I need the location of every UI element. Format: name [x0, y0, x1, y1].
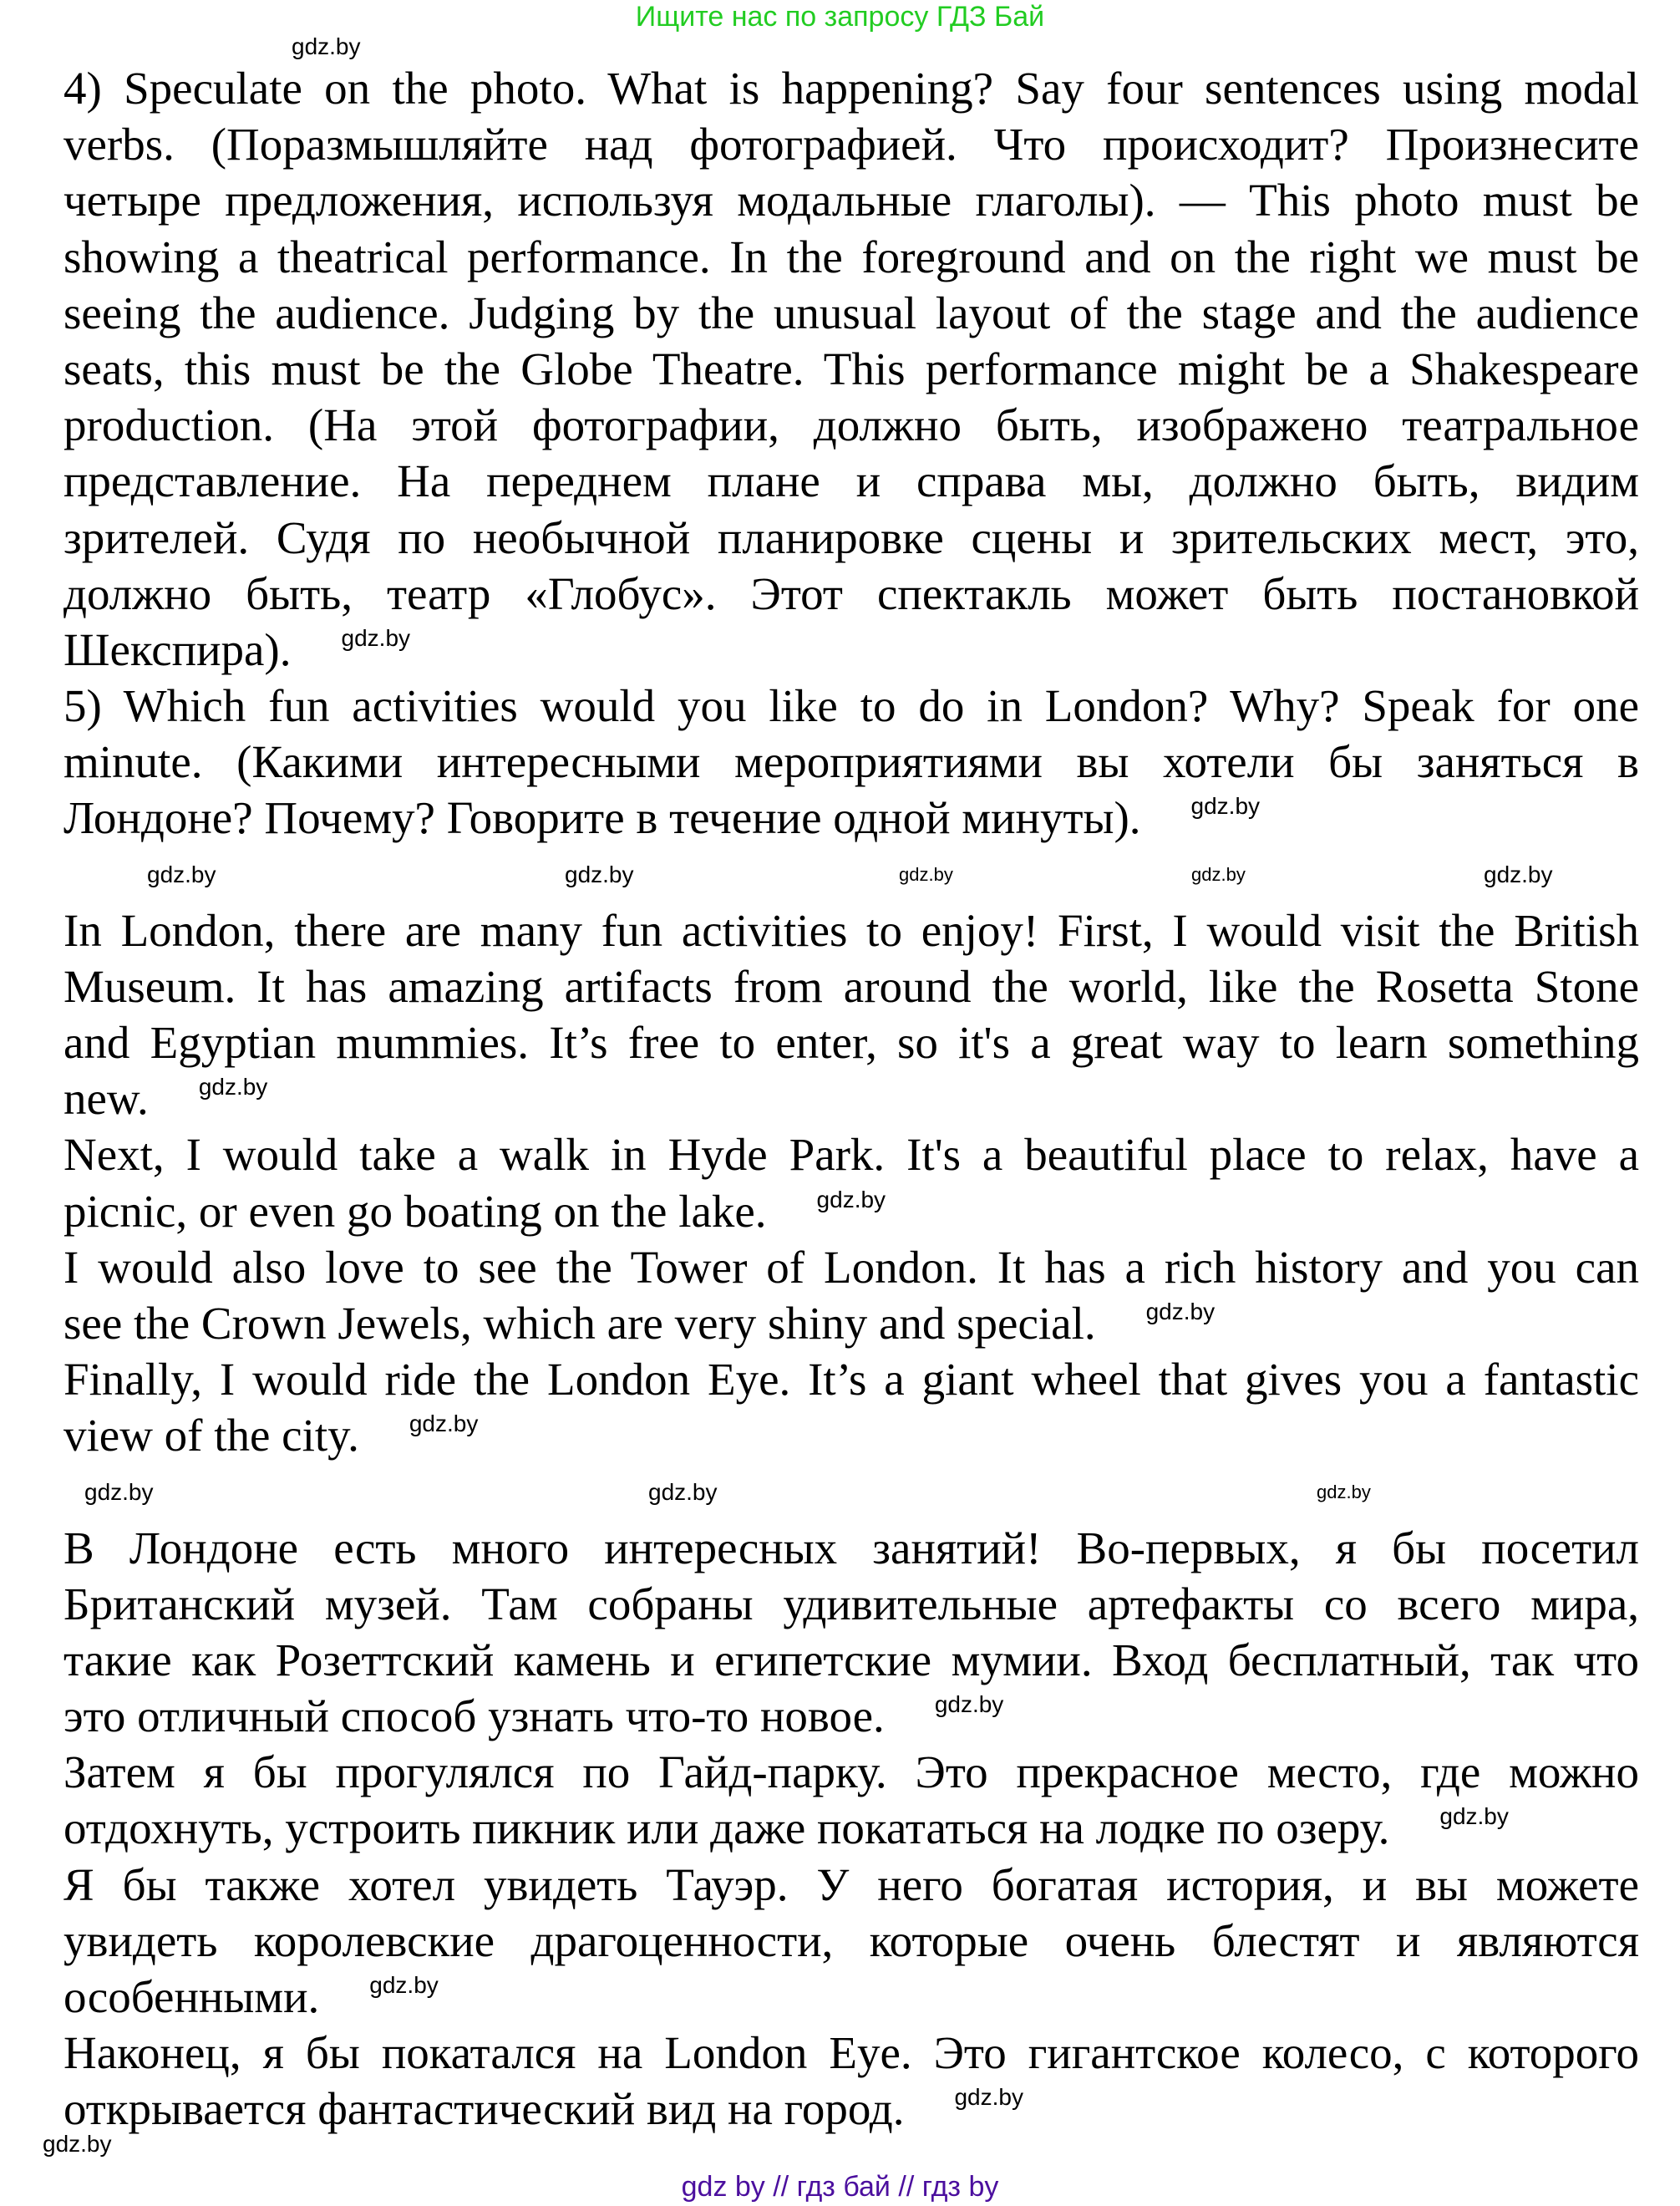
- paragraph: [63, 1351, 1639, 1463]
- text-line-content: Museum. It has amazing artifacts from around the world, like the Rosetta Stone: [63, 960, 1639, 1012]
- text-line: [63, 1014, 1639, 1070]
- watermark: gdz.by: [934, 1691, 1004, 1718]
- text-line-content: Затем я бы прогулялся по Гайд-парку. Это прекрасное место, где можно: [63, 1746, 1639, 1798]
- document-body: [63, 60, 1639, 2137]
- text-line: [63, 341, 1639, 397]
- text-line-content: minute. (Какими интересными мероприятиями вы хотели бы заняться в: [63, 736, 1639, 788]
- text-line: [63, 116, 1639, 172]
- paragraph: [63, 1520, 1639, 1745]
- text-line: [63, 1576, 1639, 1632]
- paragraph: [63, 1126, 1639, 1238]
- text-line: [63, 453, 1639, 509]
- watermark: gdz.by: [292, 33, 361, 59]
- text-line-content: 5) Which fun activities would you like to do in London? Why? Speak for one: [63, 680, 1639, 732]
- text-line: [63, 1744, 1639, 1800]
- watermark: gdz.by: [648, 1478, 718, 1505]
- text-line-content: picnic, or even go boating on the lake.: [63, 1185, 767, 1237]
- text-line-content: открывается фантастический вид на город.: [63, 2083, 905, 2135]
- watermark: gdz.by: [1439, 1803, 1509, 1830]
- text-line: [63, 1800, 1639, 1856]
- watermark: gdz.by: [954, 2084, 1023, 2111]
- text-line: [63, 1295, 1639, 1351]
- text-line: [63, 2081, 1639, 2137]
- text-line-content: Лондоне? Почему? Говорите в течение одной минуты).: [63, 792, 1141, 844]
- block-gap: [63, 846, 1639, 902]
- text-line: [63, 1126, 1639, 1182]
- text-line: [63, 1632, 1639, 1688]
- text-line-content: должно быть, театр «Глобус». Этот спектакль может быть постановкой: [63, 567, 1639, 619]
- text-line-content: такие как Розеттский камень и египетские мумии. Вход бесплатный, так что: [63, 1634, 1639, 1685]
- text-line: [63, 397, 1639, 453]
- footer-links[interactable]: gdz by // гдз бай // гдз by: [681, 2171, 999, 2203]
- text-line-content: Шекспира).: [63, 623, 292, 675]
- text-line-content: четыре предложения, используя модальные глаголы). — This photo must be: [63, 175, 1639, 226]
- text-line: [63, 1857, 1639, 1913]
- text-line: [63, 1183, 1639, 1239]
- watermark: gdz.by: [565, 861, 634, 887]
- text-line-content: Next, I would take a walk in Hyde Park. It's a beautiful place to relax, have a: [63, 1129, 1639, 1181]
- watermark: gdz.by: [1191, 863, 1246, 885]
- paragraph: [63, 1857, 1639, 2026]
- search-hint-banner: Ищите нас по запросу ГДЗ Бай: [635, 1, 1045, 33]
- watermark: gdz.by: [816, 1186, 886, 1212]
- text-line: [63, 1520, 1639, 1576]
- text-line-content: seeing the audience. Judging by the unusual layout of the stage and the audience: [63, 287, 1639, 338]
- watermark: gdz.by: [341, 624, 411, 651]
- text-line: [63, 229, 1639, 285]
- text-line: [63, 790, 1639, 846]
- text-line-content: and Egyptian mummies. It’s free to enter, so it's a great way to learn something: [63, 1017, 1639, 1068]
- watermark: gdz.by: [1317, 1481, 1371, 1502]
- text-line-content: showing a theatrical performance. In the foreground and on the right we must be: [63, 231, 1639, 282]
- text-line-content: увидеть королевские драгоценности, которые очень блестят и являются: [63, 1914, 1639, 1966]
- text-line-content: отдохнуть, устроить пикник или даже покататься на лодке по озеру.: [63, 1802, 1390, 1854]
- text-line-content: seats, this must be the Globe Theatre. This performance might be a Shakespeare: [63, 343, 1639, 394]
- watermark: gdz.by: [899, 863, 953, 885]
- text-line-content: view of the city.: [63, 1410, 359, 1461]
- text-line-content: это отличный способ узнать что-то новое.: [63, 1690, 885, 1742]
- text-line: [63, 510, 1639, 566]
- watermark: gdz.by: [1145, 1298, 1216, 1324]
- paragraph: [63, 2025, 1639, 2137]
- text-line-content: В Лондоне есть много интересных занятий! Во-первых, я бы посетил: [63, 1522, 1639, 1573]
- paragraph: [63, 1744, 1639, 1856]
- text-line: [63, 1070, 1639, 1126]
- text-line-content: особенными.: [63, 1971, 320, 2022]
- text-line-content: представление. На переднем плане и справа мы, должно быть, видим: [63, 455, 1639, 507]
- text-block: [63, 1520, 1639, 2137]
- text-line-content: зрителей. Судя по необычной планировке сцены и зрительских мест, это,: [63, 511, 1639, 563]
- text-line: [63, 2025, 1639, 2081]
- watermark: gdz.by: [84, 1478, 154, 1505]
- block-gap: [63, 1464, 1639, 1520]
- text-line-content: Я бы также хотел увидеть Тауэр. У него богатая история, и вы можете: [63, 1858, 1639, 1910]
- watermark: gdz.by: [1484, 861, 1553, 887]
- text-line: [63, 734, 1639, 790]
- text-line: [63, 60, 1639, 116]
- text-line: [63, 1351, 1639, 1407]
- text-line-content: see the Crown Jewels, which are very shiny and special.: [63, 1297, 1096, 1349]
- text-line: [63, 285, 1639, 341]
- text-line: [63, 1688, 1639, 1744]
- watermark: gdz.by: [369, 1972, 439, 1998]
- paragraph: [63, 1239, 1639, 1351]
- text-line-content: new.: [63, 1073, 149, 1125]
- paragraph: [63, 678, 1639, 846]
- text-line-content: Finally, I would ride the London Eye. It’s a giant wheel that gives you a fantastic: [63, 1354, 1639, 1405]
- text-block: [63, 60, 1639, 846]
- text-line: [63, 1913, 1639, 1969]
- text-line: [63, 172, 1639, 228]
- text-line-content: production. (На этой фотографии, должно быть, изображено театральное: [63, 399, 1639, 451]
- text-line-content: Британский музей. Там собраны удивительные артефакты со всего мира,: [63, 1578, 1639, 1629]
- watermark: gdz.by: [43, 2131, 112, 2157]
- watermark: gdz.by: [198, 1074, 268, 1100]
- text-line: [63, 1407, 1639, 1463]
- text-line: [63, 566, 1639, 622]
- paragraph: [63, 902, 1639, 1127]
- watermark: gdz.by: [409, 1411, 479, 1437]
- text-line-content: 4) Speculate on the photo. What is happening? Say four sentences using modal: [63, 63, 1639, 114]
- text-line-content: Наконец, я бы покатался на London Eye. Это гигантское колесо, с которого: [63, 2027, 1639, 2079]
- text-line-content: I would also love to see the Tower of London. It has a rich history and you can: [63, 1241, 1639, 1293]
- paragraph: [63, 60, 1639, 678]
- text-block: [63, 902, 1639, 1464]
- watermark: gdz.by: [147, 861, 216, 887]
- text-line-content: In London, there are many fun activities to enjoy! First, I would visit the British: [63, 904, 1639, 956]
- text-line: [63, 678, 1639, 734]
- text-line: [63, 958, 1639, 1014]
- text-line: [63, 1969, 1639, 2025]
- text-line-content: verbs. (Поразмышляйте над фотографией. Что происходит? Произнесите: [63, 119, 1639, 170]
- text-line: [63, 622, 1639, 678]
- watermark: gdz.by: [1190, 793, 1261, 820]
- text-line: [63, 1239, 1639, 1295]
- text-line: [63, 902, 1639, 958]
